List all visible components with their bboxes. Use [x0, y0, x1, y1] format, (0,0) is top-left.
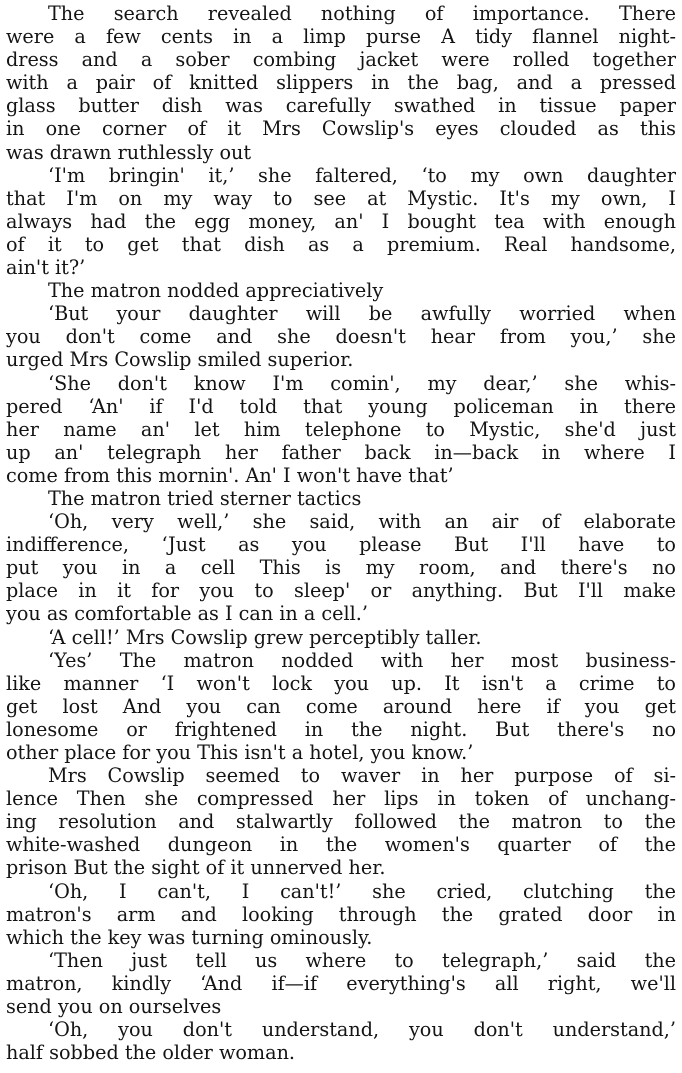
text-line: half sobbed the older woman. — [6, 1041, 296, 1065]
text-line: dress and a sober combing jacket were rolled together — [6, 48, 676, 72]
text-line: The matron tried sterner tactics — [48, 486, 362, 510]
text-line: ‘Oh, you don't understand, you don't understand,’ — [48, 1018, 676, 1042]
text-line: put you in a cell This is my room, and there's no — [6, 556, 676, 580]
text-line: ‘A cell!’ Mrs Cowslip grew perceptibly taller. — [48, 625, 482, 649]
text-line: like manner ‘I won't lock you up. It isn't a crime to — [6, 671, 676, 695]
text-line: indifference, ‘Just as you please But I'll have to — [6, 533, 676, 557]
paragraph — [6, 372, 676, 487]
text-line: place in it for you to sleep' or anything. But I'll make — [6, 579, 676, 603]
text-line: other place for you This isn't a hotel, you know.’ — [6, 741, 474, 764]
paragraph — [6, 880, 676, 949]
text-line: come from this mornin'. An' I won't have that’ — [6, 463, 454, 487]
text-line: ‘Then just tell us where to telegraph,’ said the — [48, 948, 676, 972]
text-line: send you on ourselves — [6, 995, 222, 1019]
text-line: get lost And you can come around here if you get — [6, 694, 676, 718]
text-line: matron, kindly ‘And if—if everything's all right, we'll — [6, 971, 676, 995]
text-line: was drawn ruthlessly out — [6, 140, 252, 164]
text-line: that I'm on my way to see at Mystic. It's my own, I — [6, 186, 676, 210]
paragraph — [6, 2, 676, 164]
text-line: you as comfortable as I can in a cell.’ — [6, 602, 368, 626]
text-line: ain't it?’ — [6, 256, 86, 280]
paragraph — [6, 949, 676, 1018]
text-line: which the key was turning ominously. — [6, 925, 373, 949]
text-line: ‘Yes’ The matron nodded with her most business- — [48, 648, 676, 672]
text-line: of it to get that dish as a premium. Real handsome, — [6, 232, 676, 256]
text-line: lonesome or frightened in the night. But there's no — [6, 717, 676, 741]
text-line: The matron nodded appreciatively — [48, 279, 384, 303]
text-line: ‘Oh, I can't, I can't!’ she cried, clutching the — [48, 879, 676, 903]
text-line: in one corner of it Mrs Cowslip's eyes clouded as this — [6, 117, 676, 141]
paragraph — [6, 626, 676, 649]
paragraph — [6, 487, 676, 510]
text-line: up an' telegraph her father back in—back in where I — [6, 440, 676, 464]
paragraph — [6, 510, 676, 625]
text-line: Mrs Cowslip seemed to waver in her purpose of si- — [48, 764, 676, 788]
text-line: lence Then she compressed her lips in token of unchang- — [6, 787, 676, 811]
paragraph — [6, 164, 676, 279]
text-line: urged Mrs Cowslip smiled superior. — [6, 348, 354, 372]
paragraph — [6, 302, 676, 371]
text-line: glass butter dish was carefully swathed in tissue paper — [6, 94, 676, 118]
text-line: prison But the sight of it unnerved her. — [6, 856, 386, 880]
text-line: ‘Oh, very well,’ she said, with an air of elaborate — [48, 510, 676, 534]
paragraph — [6, 764, 676, 879]
text-line: ‘She don't know I'm comin', my dear,’ she whis- — [48, 371, 676, 395]
text-line: matron's arm and looking through the grated door in — [6, 902, 676, 926]
paragraph — [6, 649, 676, 764]
text-line: ‘But your daughter will be awfully worried when — [48, 302, 676, 326]
text-line: white-washed dungeon in the women's quarter of the — [6, 833, 676, 857]
text-line: ‘I'm bringin' it,’ she faltered, ‘to my own daughter — [48, 163, 676, 187]
text-line: The search revealed nothing of importance. There — [48, 2, 676, 25]
text-line: always had the egg money, an' I bought tea with enough — [6, 209, 676, 233]
text-line: with a pair of knitted slippers in the bag, and a pressed — [6, 71, 676, 95]
text-line: her name an' let him telephone to Mystic, she'd just — [6, 417, 676, 441]
text-line: were a few cents in a limp purse A tidy flannel night- — [6, 25, 676, 49]
text-line: ing resolution and stalwartly followed the matron to the — [6, 810, 676, 834]
paragraph — [6, 279, 676, 302]
text-line: you don't come and she doesn't hear from you,’ she — [6, 325, 676, 349]
paragraph — [6, 1018, 676, 1064]
text-line: pered ‘An' if I'd told that young policeman in there — [6, 394, 676, 418]
